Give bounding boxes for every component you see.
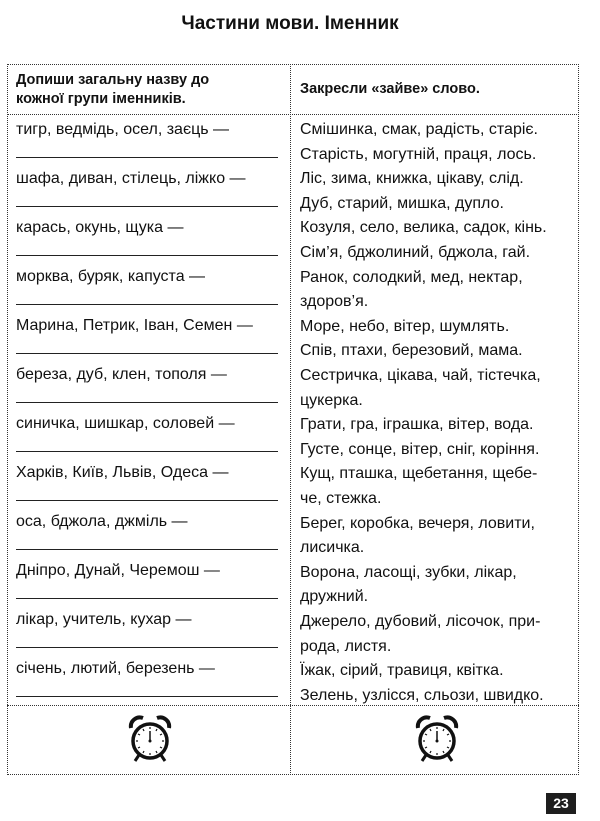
- column-divider: [290, 64, 291, 775]
- noun-group-text: січень, лютий, березень —: [16, 660, 215, 677]
- left-exercise-item: [16, 365, 284, 414]
- answer-line[interactable]: [16, 304, 278, 305]
- word-list-line[interactable]: цукерка.: [300, 391, 363, 409]
- left-header-line: Допиши загальну назву до: [16, 72, 210, 88]
- word-list-line[interactable]: лисичка.: [300, 539, 365, 557]
- word-list-line[interactable]: Ранок, солодкий, мед, нектар,: [300, 268, 523, 286]
- answer-line[interactable]: [16, 353, 278, 354]
- left-exercise-item: [16, 512, 284, 561]
- word-list-line[interactable]: Спів, птахи, березовий, мама.: [300, 342, 523, 360]
- left-exercise-item: [16, 316, 284, 365]
- word-list-line[interactable]: Дуб, старий, мишка, дупло.: [300, 194, 504, 212]
- noun-group-text: Харків, Київ, Львів, Одеса —: [16, 464, 229, 481]
- left-column-header: [16, 71, 209, 109]
- left-exercise-item: [16, 610, 284, 659]
- answer-line[interactable]: [16, 157, 278, 158]
- alarm-clock-icon: [412, 714, 462, 764]
- word-list-line[interactable]: Ліс, зима, книжка, цікаву, слід.: [300, 170, 524, 188]
- noun-group-text: карась, окунь, щука —: [16, 219, 184, 236]
- header-divider: [7, 114, 579, 115]
- word-list-line[interactable]: Козуля, село, велика, садок, кінь.: [300, 219, 547, 237]
- noun-group-text: тигр, ведмідь, осел, заєць —: [16, 121, 230, 138]
- answer-line[interactable]: [16, 549, 278, 550]
- answer-line[interactable]: [16, 451, 278, 452]
- left-exercise-item: [16, 267, 284, 316]
- answer-line[interactable]: [16, 255, 278, 256]
- word-list-line[interactable]: Смішинка, смак, радість, старіє.: [300, 121, 538, 138]
- word-list-line[interactable]: Джерело, дубовий, лісочок, при-: [300, 613, 541, 630]
- answer-line[interactable]: [16, 647, 278, 648]
- left-exercise-item: [16, 218, 284, 267]
- word-list-line[interactable]: рода, листя.: [300, 637, 392, 655]
- word-list-line[interactable]: здоров’я.: [300, 293, 369, 311]
- right-column-header: Закресли «зайве» слово.: [300, 81, 480, 97]
- left-exercise-item: [16, 120, 284, 169]
- word-list-line[interactable]: Сім’я, бджолиний, бджола, гай.: [300, 244, 531, 261]
- word-list-line[interactable]: Старість, могутній, праця, лось.: [300, 145, 537, 163]
- word-list-line[interactable]: Зелень, узлісся, сльози, швидко.: [300, 686, 544, 704]
- word-list-line[interactable]: дружний.: [300, 588, 369, 606]
- noun-group-text: лікар, учитель, кухар —: [16, 611, 192, 628]
- word-list-line[interactable]: Грати, гра, іграшка, вітер, вода.: [300, 416, 534, 434]
- answer-line[interactable]: [16, 206, 278, 207]
- word-list-line[interactable]: Море, небо, вітер, шумлять.: [300, 317, 510, 335]
- word-list-line[interactable]: Кущ, пташка, щебетання, щебе-: [300, 465, 538, 483]
- left-exercise-item: [16, 659, 284, 708]
- noun-group-text: Дніпро, Дунай, Черемош —: [16, 562, 220, 579]
- word-list-line[interactable]: Густе, сонце, вітер, сніг, коріння.: [300, 440, 540, 458]
- left-exercise-item: [16, 561, 284, 610]
- left-exercise-item: [16, 463, 284, 512]
- noun-group-text: шафа, диван, стілець, ліжко —: [16, 170, 246, 187]
- left-exercise-item: [16, 414, 284, 463]
- noun-group-text: оса, бджола, джміль —: [16, 513, 188, 530]
- left-header-line: кожної групи іменників.: [16, 91, 186, 107]
- alarm-clock-icon: [125, 714, 175, 764]
- word-list-line[interactable]: Їжак, сірий, травиця, квітка.: [300, 662, 504, 680]
- word-list-line[interactable]: Ворона, ласощі, зубки, лікар,: [300, 563, 517, 581]
- page-number: 23: [546, 793, 576, 814]
- left-exercise-item: [16, 169, 284, 218]
- noun-group-text: Марина, Петрик, Іван, Семен —: [16, 317, 253, 334]
- answer-line[interactable]: [16, 402, 278, 403]
- noun-group-text: береза, дуб, клен, тополя —: [16, 366, 227, 383]
- noun-group-text: синичка, шишкар, соловей —: [16, 415, 235, 432]
- noun-group-text: морква, буряк, капуста —: [16, 268, 206, 285]
- word-list-line[interactable]: Сестричка, цікава, чай, тістечка,: [300, 367, 541, 384]
- answer-line[interactable]: [16, 696, 278, 697]
- page-title: Частини мови. Іменник: [181, 13, 399, 34]
- word-list-line[interactable]: Берег, коробка, вечеря, ловити,: [300, 514, 535, 532]
- word-list-line[interactable]: че, стежка.: [300, 490, 382, 507]
- answer-line[interactable]: [16, 500, 278, 501]
- answer-line[interactable]: [16, 598, 278, 599]
